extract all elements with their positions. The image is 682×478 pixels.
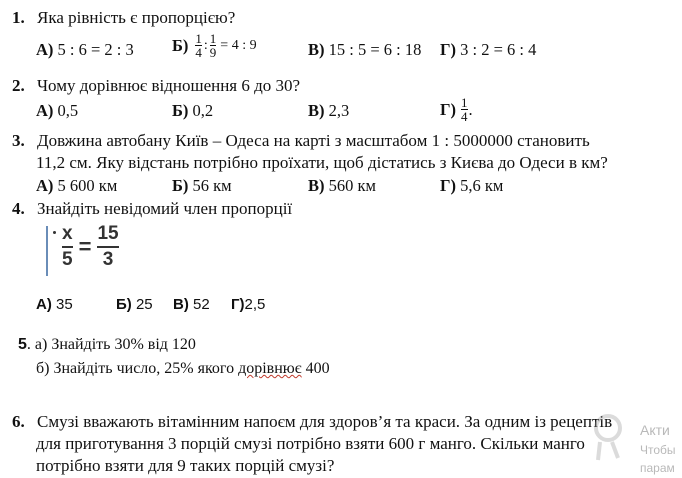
equals-sign: = [78, 234, 92, 259]
q1-option-a[interactable] [36, 40, 134, 60]
fraction-denominator: 4 [461, 109, 468, 124]
q3-number: 3. [12, 131, 25, 150]
option-text: 5 : 6 = 2 : 3 [57, 40, 134, 59]
q6-line-1 [12, 412, 612, 432]
q1-text: Яка рівність є пропорцією? [37, 8, 236, 27]
q4-text: Знайдіть невідомий член пропорції [37, 199, 293, 218]
q4-heading [12, 199, 292, 219]
q5-line-b [36, 360, 330, 378]
option-text: 15 : 5 = 6 : 18 [328, 40, 422, 59]
q5-text-a: . а) Знайдіть 30% від 120 [26, 336, 196, 353]
fraction-15-over-3 [97, 224, 118, 270]
q1-option-c[interactable] [308, 40, 421, 60]
option-text: 5 600 км [57, 176, 118, 195]
watermark-logo-icon [590, 412, 632, 462]
option-letter: А) [36, 296, 52, 313]
q2-option-a[interactable] [36, 101, 78, 121]
option-letter: Г) [440, 99, 456, 119]
q6-text-line-1: Смузі вважають вітамінним напоєм для здоров’я та краси. За одним із рецептів [37, 412, 613, 431]
option-letter: Г) [440, 176, 456, 195]
option-letter: А) [36, 176, 54, 195]
q2-heading [12, 76, 300, 96]
proportion-equation [62, 224, 119, 270]
q2-option-b[interactable] [172, 101, 213, 121]
fraction-numerator: 1 [209, 31, 217, 46]
fraction-one-quarter [461, 96, 468, 123]
q3-text-line-2: 11,2 см. Яку відстань потрібно проїхати, щоб дістатись з Києва до Одеси в км? [36, 153, 608, 172]
q5-number: 5 [18, 336, 27, 353]
watermark-line-3: парам [640, 461, 675, 475]
q3-text-line-1: Довжина автобану Київ – Одеса на карті з масштабом 1 : 5000000 становить [37, 131, 590, 150]
option-letter: В) [308, 101, 325, 120]
fraction-numerator: 15 [97, 223, 119, 244]
option-text: 56 км [192, 176, 232, 195]
option-text: 35 [56, 296, 73, 313]
fraction-numerator: 1 [195, 31, 202, 46]
q4-option-a[interactable] [36, 296, 73, 313]
q1-option-b[interactable] [172, 32, 257, 59]
option-letter: Б) [116, 296, 132, 313]
option-letter: А) [36, 40, 54, 59]
option-letter: А) [36, 101, 54, 120]
fraction-denominator: 4 [195, 45, 202, 60]
option-text: 2,5 [244, 296, 266, 313]
option-text: 25 [135, 296, 153, 313]
q1-option-d[interactable] [440, 40, 536, 60]
fraction-denominator: 5 [62, 249, 73, 270]
fraction-denominator: 3 [102, 249, 114, 270]
q2-option-c[interactable] [308, 101, 349, 121]
option-text: 0,2 [192, 101, 214, 120]
option-text: 2,3 [328, 101, 350, 120]
option-tail: . [468, 99, 473, 119]
option-text: = 4 : 9 [220, 37, 257, 53]
option-text: 5,6 км [460, 176, 504, 195]
equation-left-rule [46, 226, 48, 276]
option-letter: Б) [172, 101, 189, 120]
bullet-dot [53, 231, 56, 234]
fraction-numerator: 1 [461, 95, 468, 110]
q3-line-1 [12, 131, 590, 151]
fraction-one-quarter [195, 32, 202, 59]
q2-number: 2. [12, 76, 25, 95]
q6-text-line-2: для приготування 3 порцій смузі потрібно взяти 600 г манго. Скільки манго [36, 434, 585, 453]
option-text: 3 : 2 = 6 : 4 [460, 40, 537, 59]
option-text: 560 км [328, 176, 376, 195]
q5-text-b-tail: 400 [305, 360, 330, 377]
q4-number: 4. [12, 199, 25, 218]
option-letter: Б) [172, 176, 189, 195]
fraction-x-over-5 [62, 224, 73, 270]
option-letter: Б) [172, 35, 189, 55]
q3-option-d[interactable] [440, 176, 503, 196]
option-letter: В) [308, 40, 325, 59]
option-text: 0,5 [57, 101, 79, 120]
q4-option-c[interactable] [173, 296, 210, 313]
q3-option-c[interactable] [308, 176, 376, 196]
option-letter: В) [173, 296, 189, 313]
option-letter: В) [308, 176, 325, 195]
q2-text: Чому дорівнює відношення 6 до 30? [37, 76, 301, 95]
option-text: 52 [193, 296, 210, 313]
watermark-line-1: Акти [640, 422, 670, 438]
ratio-separator: : [203, 37, 208, 53]
q1-heading [12, 8, 235, 28]
fraction-denominator: 9 [209, 45, 217, 60]
fraction-one-ninth [210, 32, 217, 59]
q6-number: 6. [12, 412, 25, 431]
q2-option-d[interactable] [440, 96, 473, 123]
q5-text-b: б) Знайдіть число, 25% якого [36, 360, 235, 377]
q3-option-a[interactable] [36, 176, 117, 196]
option-letter: Г) [231, 296, 245, 313]
q5-line-a [18, 336, 196, 354]
watermark-line-2: Чтобы [640, 443, 676, 457]
q1-number: 1. [12, 8, 25, 27]
fraction-numerator: x [62, 223, 73, 244]
q5-spellcheck-word: дорівнює [238, 360, 302, 377]
q6-text-line-3: потрібно взяти для 9 таких порцій смузі? [36, 456, 335, 475]
q3-option-b[interactable] [172, 176, 232, 196]
option-letter: Г) [440, 40, 456, 59]
q4-option-d[interactable] [231, 296, 265, 313]
q4-option-b[interactable] [116, 296, 153, 313]
